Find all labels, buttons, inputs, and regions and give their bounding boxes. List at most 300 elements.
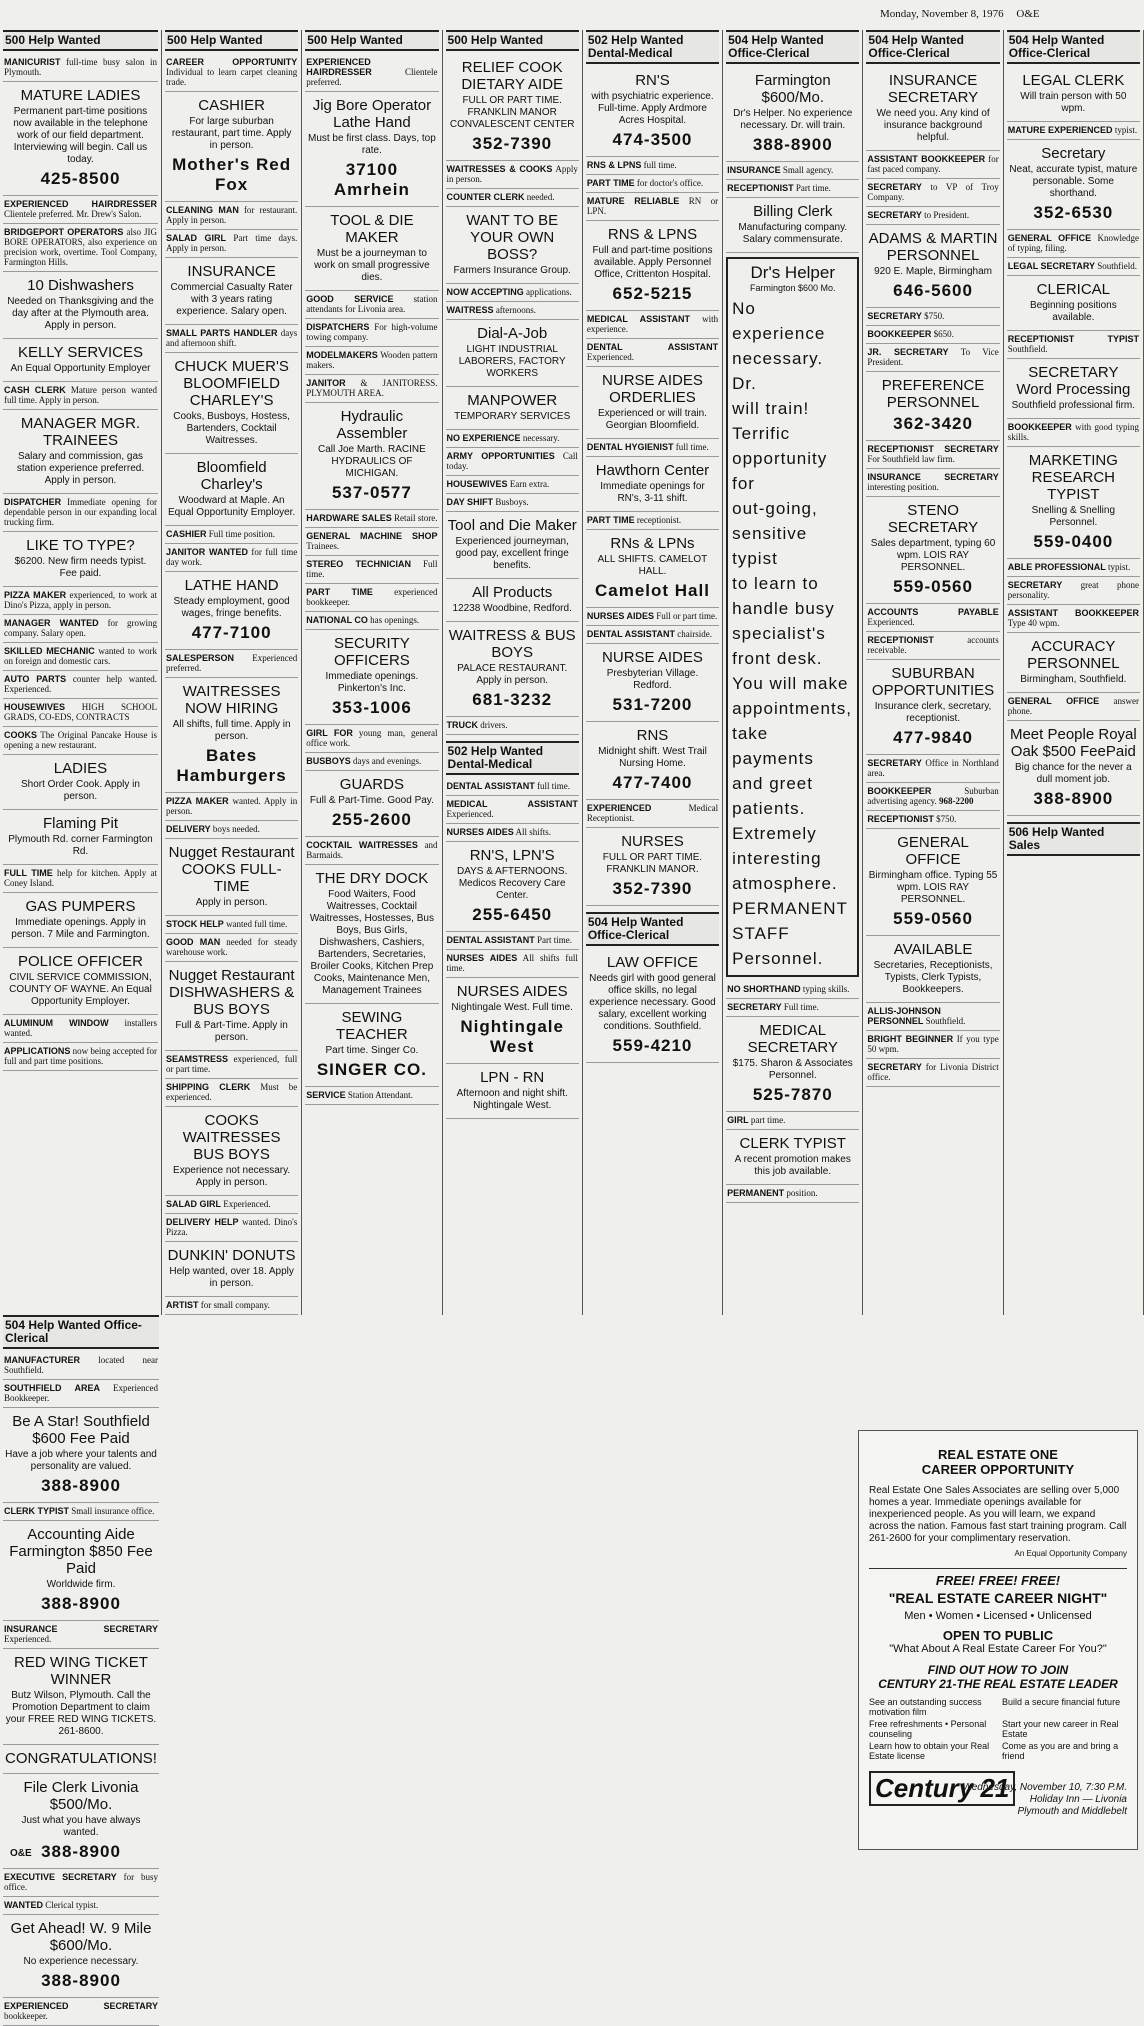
classified-ad — [3, 643, 158, 671]
feature-line: and greet — [732, 774, 813, 793]
re-audience: Men • Women • Licensed • Unlicensed — [904, 1610, 1092, 1622]
ad-body: Wooden pattern makers. — [306, 350, 438, 370]
classified-column — [0, 1315, 162, 2026]
ad-body: Southfield. — [1007, 344, 1048, 354]
ad-body: Experienced Bookkeeper. — [4, 1383, 158, 1403]
ad-tag: MEDICAL ASSISTANT — [446, 799, 578, 809]
classified-ad — [3, 196, 158, 224]
ad-headline: LAW OFFICE — [606, 954, 699, 971]
ad-body: & JANITORESS. PLYMOUTH AREA. — [306, 378, 438, 398]
ad-body: interesting position. — [867, 482, 939, 492]
classified-ad — [305, 725, 438, 753]
ad-tag: CAREER OPPORTUNITY — [165, 57, 298, 67]
ad-body: for busy office. — [4, 1872, 158, 1892]
ad-body: Part time. Singer Co. — [325, 1045, 419, 1056]
display-ad — [1007, 721, 1140, 816]
ad-body: Midnight shift. West Trail Nursing Home. — [598, 746, 707, 769]
ad-tag: NURSES AIDES — [586, 611, 655, 621]
ad-headline: MEDICAL SECRETARY — [747, 1022, 838, 1056]
classified-ad — [446, 161, 579, 189]
ad-body: days and afternoon shift. — [165, 328, 298, 348]
ad-body: Station Attendant. — [347, 1090, 413, 1100]
ad-tag: GIRL — [727, 1115, 749, 1125]
ad-body: installers wanted. — [4, 1018, 157, 1038]
classified-ad — [586, 193, 719, 221]
feature-line: opportunity for — [732, 449, 828, 493]
ad-phone: 559-0560 — [893, 909, 973, 928]
ad-tag: GENERAL OFFICE — [1007, 696, 1100, 706]
ad-headline: COOKS WAITRESSES BUS BOYS — [182, 1112, 281, 1163]
display-ad — [165, 572, 298, 650]
ad-headline: GENERAL OFFICE — [897, 834, 969, 868]
classified-ad — [586, 439, 719, 457]
ad-headline: LEGAL CLERK — [1022, 72, 1125, 89]
display-ad — [3, 810, 158, 865]
ad-tag: ABLE PROFESSIONAL — [1007, 562, 1106, 572]
ad-tag: GENERAL MACHINE SHOP — [306, 531, 438, 541]
ad-tag: MATURE RELIABLE — [586, 196, 680, 206]
classified-ad — [586, 512, 719, 530]
ad-headline: NURSES AIDES — [456, 983, 568, 1000]
ad-tag: RECEPTIONIST SECRETARY — [867, 444, 999, 454]
display-ad — [305, 92, 438, 207]
ad-body: station attendants for Livonia area. — [306, 294, 438, 314]
ad-body: Will train person with 50 wpm. — [1020, 91, 1127, 114]
classified-ad — [866, 151, 999, 179]
folio-page: O&E — [1016, 8, 1040, 20]
display-ad — [3, 339, 158, 382]
feature-line: out-going, — [732, 499, 818, 518]
ad-phone: 646-5600 — [893, 281, 973, 300]
ad-headline: RN'S — [635, 72, 670, 89]
re-address: Plymouth and Middlebelt — [1017, 1806, 1127, 1817]
classified-ad — [305, 753, 438, 771]
classified-ad — [305, 837, 438, 865]
classified-ad — [446, 950, 579, 978]
classified-column — [162, 30, 302, 1315]
feature-line: specialist's — [732, 624, 826, 643]
ad-phone: SINGER CO. — [316, 1060, 427, 1079]
ad-body: also JIG BORE OPERATORS, also experience on precision work, overtime. Tool Company, Farmington Hills. — [4, 227, 157, 267]
classified-ad — [3, 865, 158, 893]
ad-phone: 537-0577 — [331, 483, 412, 502]
ad-body: to VP of Troy Company. — [867, 182, 999, 202]
ad-phone: Mother's Red Fox — [172, 155, 292, 194]
ad-phone: Nightingale West — [460, 1017, 564, 1056]
ad-phone: 255-6450 — [472, 905, 553, 924]
ad-tag: ALLIS-JOHNSON PERSONNEL — [867, 1006, 941, 1026]
classified-ad — [3, 1380, 159, 1408]
ad-headline: NURSE AIDES — [602, 649, 703, 666]
re-career-night: "REAL ESTATE CAREER NIGHT" — [888, 1590, 1108, 1606]
ad-tag: APPLICATIONS — [4, 1046, 71, 1056]
ad-body: The Original Pancake House is opening a new restaurant. — [4, 730, 157, 750]
ad-body: $650. — [933, 329, 954, 339]
display-ad — [586, 722, 719, 800]
ad-body: now being accepted for full and part time positions. — [4, 1046, 157, 1066]
display-ad — [3, 893, 158, 948]
ad-body: Manufacturing company. Salary commensurate. — [738, 222, 848, 245]
ad-headline: Meet People Royal Oak $500 FeePaid — [1009, 726, 1137, 760]
ad-tag: INSURANCE SECRETARY — [867, 472, 999, 482]
ad-body: Small agency. — [782, 165, 834, 175]
ad-body: Retail store. — [394, 513, 438, 523]
ad-headline: MARKETING RESEARCH TYPIST — [1028, 452, 1118, 503]
display-ad — [586, 828, 719, 906]
classified-ad — [1007, 230, 1140, 258]
ad-headline: Nugget Restaurant COOKS FULL-TIME — [168, 844, 295, 895]
century21-logo: Century 21 — [869, 1771, 1127, 1806]
ad-tag: DAY SHIFT — [446, 497, 494, 507]
display-ad — [866, 225, 999, 308]
classified-ad — [446, 778, 579, 796]
ad-headline: SUBURBAN OPPORTUNITIES — [871, 665, 995, 699]
classified-ad — [305, 347, 438, 375]
ad-headline: SECRETARY Word Processing — [1016, 364, 1131, 398]
ad-headline: Flaming Pit — [42, 815, 118, 832]
ad-body: answer phone. — [1007, 696, 1139, 716]
ad-headline: MATURE LADIES — [20, 87, 141, 104]
ad-body: Call Joe Marth. RACINE HYDRAULICS OF MICHIGAN. — [317, 444, 426, 479]
ad-body: for Livonia District office. — [867, 1062, 999, 1082]
classified-ad — [165, 202, 298, 230]
ad-phone: 968-2200 — [939, 796, 974, 806]
ad-body: $175. Sharon & Associates Personnel. — [732, 1058, 853, 1081]
ad-body: Steady employment, good wages, fringe benefits. — [173, 596, 290, 619]
ad-body: experienced bookkeeper. — [306, 587, 438, 607]
feature-line: necessary. Dr. — [732, 349, 824, 393]
ad-body: ALL SHIFTS. CAMELOT HALL. — [597, 554, 708, 577]
ad-headline: SEWING TEACHER — [336, 1009, 408, 1043]
re-open-public: OPEN TO PUBLIC — [942, 1628, 1054, 1643]
classified-ad — [446, 284, 579, 302]
ad-tag: DENTAL HYGIENIST — [586, 442, 674, 452]
ad-body: Have a job where your talents and personality are valued. — [5, 1449, 157, 1472]
classified-ad — [726, 999, 859, 1017]
classified-ad — [446, 302, 579, 320]
ad-body: Call today. — [446, 451, 578, 471]
feature-line: sensitive typist — [732, 524, 808, 568]
feature-line: appointments, — [732, 699, 852, 718]
display-ad — [446, 207, 579, 284]
ad-tag: ARTIST — [165, 1300, 199, 1310]
ad-tag: SECRETARY — [727, 1002, 782, 1012]
ad-body: Help wanted, over 18. Apply in person. — [169, 1266, 294, 1289]
ad-body: RN or LPN. — [586, 196, 719, 216]
display-ad — [586, 457, 719, 512]
classified-ad — [3, 671, 158, 699]
classified-ad — [1007, 258, 1140, 276]
ad-phone: 388-8900 — [41, 1842, 121, 1861]
ad-phone: 477-7400 — [612, 773, 693, 792]
display-ad — [1007, 276, 1140, 331]
classified-ad — [1007, 559, 1140, 577]
classified-ad — [3, 1621, 159, 1649]
ad-tag: GENERAL OFFICE — [1007, 233, 1092, 243]
ad-headline: NURSE AIDES ORDERLIES — [602, 372, 703, 406]
ad-body: We need you. Any kind of insurance background helpful. — [876, 108, 990, 143]
ad-tag: ALUMINUM WINDOW — [4, 1018, 109, 1028]
ad-body: An Equal Opportunity Employer — [10, 363, 151, 374]
ad-body: For Southfield law firm. — [867, 454, 955, 464]
ad-body: counter help wanted. Experienced. — [4, 674, 157, 694]
ad-body: $750. — [924, 311, 945, 321]
ad-body: Clientele preferred. — [306, 67, 438, 87]
classified-ad — [165, 1214, 298, 1242]
classified-ad — [446, 796, 579, 824]
ad-tag: RNS & LPNS — [586, 160, 642, 170]
ad-headline: WANT TO BE YOUR OWN BOSS? — [466, 212, 559, 263]
classified-ad — [305, 1087, 438, 1105]
ad-headline: DUNKIN' DONUTS — [167, 1247, 296, 1264]
classified-ad — [1007, 577, 1140, 605]
ad-headline: RNs & LPNs — [610, 535, 695, 552]
ad-tag: HOUSEWIVES — [446, 479, 508, 489]
ad-tag: SHIPPING CLERK — [165, 1082, 251, 1092]
ad-body: experienced, full or part time. — [165, 1054, 298, 1074]
ad-body: Experienced or will train. Georgian Bloomfield. — [598, 408, 707, 431]
ad-body: needed for steady warehouse work. — [165, 937, 298, 957]
ad-body: DAYS & AFTERNOONS. Medicos Recovery Care Center. — [456, 866, 568, 901]
ad-body: $6200. New firm needs typist. Fee paid. — [14, 556, 147, 579]
ad-tag: FULL TIME — [4, 868, 53, 878]
classified-ad — [866, 1003, 999, 1031]
classified-ad — [446, 476, 579, 494]
display-ad — [305, 403, 438, 510]
ad-body: Presbyterian Village. Redford. — [606, 668, 699, 691]
ad-body: Medical Receptionist. — [586, 803, 719, 823]
classified-ad — [586, 175, 719, 193]
ad-body: Full & Part-Time. Apply in person. — [175, 1020, 288, 1043]
ad-body: Trainees. — [306, 541, 340, 551]
ad-body: Farmers Insurance Group. — [453, 265, 571, 276]
ad-body: Nightingale West. Full time. — [451, 1002, 573, 1013]
ad-body: For large suburban restaurant, part time. Apply in person. — [171, 116, 292, 151]
ad-body: needed. — [526, 192, 555, 202]
ad-phone: 425-8500 — [40, 169, 121, 188]
classified-column — [0, 30, 162, 1315]
ad-tag: DENTAL ASSISTANT — [586, 342, 719, 352]
ad-body: FULL OR PART TIME. FRANKLIN MANOR. — [602, 852, 703, 875]
ad-tag: BOOKKEEPER — [867, 786, 932, 796]
ad-tag: SALAD GIRL — [165, 233, 227, 243]
display-ad — [3, 1649, 159, 1745]
ad-body: FULL OR PART TIME. FRANKLIN MANOR CONVALESCENT CENTER — [449, 95, 575, 130]
ad-body: for fast paced company. — [867, 154, 999, 174]
classified-ad — [446, 717, 579, 735]
ad-headline: MANAGER MGR. TRAINEES — [20, 415, 141, 449]
classified-ad — [726, 981, 859, 999]
ad-headline: RNS & LPNS — [607, 226, 698, 243]
ad-body: Beginning positions available. — [1029, 300, 1117, 323]
ad-body: wanted. Apply in person. — [165, 796, 298, 816]
ad-headline: CLERICAL — [1036, 281, 1111, 298]
ad-headline: CASHIER — [198, 97, 265, 114]
ad-body: receptionist. — [636, 515, 682, 525]
ad-tag: PIZZA MAKER — [4, 590, 67, 600]
display-ad — [446, 842, 579, 932]
display-ad — [446, 320, 579, 387]
ad-body: typist. — [1107, 562, 1131, 572]
ad-tag: ACCOUNTS PAYABLE — [867, 607, 999, 617]
ad-phone: 352-7390 — [472, 134, 553, 153]
ad-body: Permanent part-time positions now available in the telephone work of our field department. Interviewing will begin. Call us today. — [13, 106, 148, 165]
ad-body: Knowledge of typing, filing. — [1007, 233, 1139, 253]
feature-line: STAFF — [732, 924, 790, 943]
ad-body: Just what you have always wanted. — [21, 1815, 141, 1838]
classified-column — [1004, 30, 1144, 1315]
ad-body: Small insurance office. — [71, 1506, 155, 1516]
ad-body: Individual to learn carpet cleaning trade. — [165, 67, 298, 87]
ad-tag: WAITRESS — [446, 305, 494, 315]
ad-body: Experienced. — [586, 352, 635, 362]
classified-ad — [3, 1897, 159, 1915]
ad-body: part time. — [750, 1115, 786, 1125]
footer-mark: O&E — [10, 1848, 32, 1859]
ad-tag: EXPERIENCED SECRETARY — [4, 2001, 158, 2011]
classified-ad — [165, 1079, 298, 1107]
classified-ad — [3, 224, 158, 272]
display-ad — [165, 353, 298, 454]
feature-ad-drs-helper — [726, 257, 859, 977]
ad-headline: GAS PUMPERS — [25, 898, 136, 915]
ad-tag: RECEPTIONIST — [867, 635, 934, 645]
ad-body: Immediate openings. Apply in person. 7 Mile and Farmington. — [11, 917, 150, 940]
ad-tag: SECRETARY — [867, 182, 922, 192]
ad-body: Full time position. — [208, 529, 275, 539]
classified-ad — [3, 1998, 159, 2026]
ad-body: Full time. — [306, 559, 438, 579]
ad-phone: 353-1006 — [331, 698, 412, 717]
display-ad — [3, 1745, 159, 1774]
ad-headline: Hydraulic Assembler — [336, 408, 408, 442]
ad-tag: WANTED — [4, 1900, 43, 1910]
display-ad — [446, 622, 579, 717]
display-ad — [1007, 447, 1140, 559]
display-ad — [3, 82, 158, 196]
ad-body: wanted. Dino's Pizza. — [165, 1217, 298, 1237]
ad-headline: LADIES — [53, 760, 108, 777]
ad-body: for growing company. Salary open. — [4, 618, 157, 638]
ad-body: LIGHT INDUSTRIAL LABORERS, FACTORY WORKERS — [458, 344, 566, 379]
classified-ad — [586, 311, 719, 339]
ad-body: Butz Wilson, Plymouth. Call the Promotion Department to claim your FREE RED WING TICKETS. 261-8600. — [5, 1690, 157, 1737]
ad-tag: NOW ACCEPTING — [446, 287, 524, 297]
ad-body: full time. — [536, 781, 570, 791]
ad-body: Birmingham, Southfield. — [1020, 674, 1127, 685]
ad-body: Experienced. — [446, 809, 494, 819]
ad-headline: Tool and Die Maker — [447, 517, 577, 534]
ad-tag: SECRETARY — [867, 210, 922, 220]
display-ad — [586, 949, 719, 1063]
display-ad — [3, 948, 158, 1015]
re-free-banner: FREE! FREE! FREE! — [869, 1568, 1127, 1588]
ad-phone: Camelot Hall — [594, 581, 710, 600]
ad-body: typist. — [1114, 125, 1138, 135]
display-ad — [165, 962, 298, 1051]
ad-body: Insurance clerk, secretary, receptionist. — [874, 701, 992, 724]
classified-ad — [726, 1185, 859, 1203]
ad-headline: KELLY SERVICES — [17, 344, 144, 361]
ad-body: Full & Part-Time. Good Pay. — [309, 795, 434, 806]
ad-tag: NO EXPERIENCE — [446, 433, 521, 443]
ad-tag: SECRETARY — [867, 1062, 922, 1072]
classified-ad — [446, 494, 579, 512]
classified-ad — [866, 469, 999, 497]
section-heading: 500 Help Wanted — [3, 30, 158, 51]
ad-body: Apply in person. — [446, 164, 578, 184]
ad-headline: TOOL & DIE MAKER — [330, 212, 414, 246]
ad-phone: 531-7200 — [612, 695, 693, 714]
ad-body: Must be experienced. — [165, 1082, 298, 1102]
ad-body: bookkeeper. — [4, 2011, 48, 2021]
ad-phone: 388-8900 — [752, 135, 833, 154]
ad-headline: RELIEF COOK DIETARY AIDE — [461, 59, 564, 93]
classified-ad — [305, 319, 438, 347]
ad-phone: 388-8900 — [41, 1594, 121, 1613]
ad-headline: 10 Dishwashers — [27, 277, 134, 294]
classified-ad — [866, 326, 999, 344]
classified-ad — [726, 180, 859, 198]
feature-line: to learn to — [732, 574, 819, 593]
ad-body: Part time days. Apply in person. — [165, 233, 298, 253]
display-ad — [866, 660, 999, 755]
classified-ad — [586, 157, 719, 175]
classified-column — [302, 30, 442, 1315]
ad-body: young man, general office work. — [306, 728, 438, 748]
ad-headline: RED WING TICKET WINNER — [14, 1654, 148, 1688]
ad-tag: RECEPTIONIST — [727, 183, 794, 193]
ad-tag: JANITOR — [306, 378, 346, 388]
ad-body: full-time busy salon in Plymouth. — [4, 57, 157, 77]
classified-ad — [3, 727, 158, 755]
display-ad — [3, 1915, 159, 1998]
ad-tag: DELIVERY HELP — [165, 1217, 239, 1227]
display-ad — [866, 497, 999, 604]
ad-phone: 681-3232 — [472, 690, 553, 709]
section-heading: 504 Help Wanted Office-Clerical — [586, 912, 719, 946]
ad-tag: EXPERIENCED — [586, 803, 652, 813]
ad-tag: MANUFACTURER — [4, 1355, 80, 1365]
display-ad — [446, 1064, 579, 1119]
ad-headline: Be A Star! Southfield $600 Fee Paid — [12, 1413, 150, 1447]
classified-ad — [866, 441, 999, 469]
ad-body: full time. — [643, 160, 677, 170]
ad-body: 920 E. Maple, Birmingham — [874, 266, 992, 277]
display-ad — [305, 1004, 438, 1087]
ad-body: drivers. — [480, 720, 508, 730]
classified-ad — [446, 430, 579, 448]
classified-ad — [165, 821, 298, 839]
classified-column — [443, 30, 583, 1315]
re-signature: An Equal Opportunity Company — [1014, 1549, 1127, 1558]
ad-body: Full and part-time positions available. Apply Personnel Office, Crittenton Hospital. — [592, 245, 713, 280]
ad-body: Experienced. — [4, 1634, 52, 1644]
ad-tag: CASH CLERK — [4, 385, 66, 395]
ad-body: Busboys. — [495, 497, 529, 507]
display-ad — [726, 198, 859, 253]
ad-headline: CONGRATULATIONS! — [5, 1750, 157, 1767]
ad-body: great phone personality. — [1007, 580, 1139, 600]
ad-headline: WAITRESS & BUS BOYS — [448, 627, 576, 661]
display-ad — [866, 67, 999, 151]
ad-phone: 559-4210 — [612, 1036, 693, 1055]
ad-headline: AVAILABLE — [893, 941, 973, 958]
ad-tag: NURSES AIDES — [446, 827, 514, 837]
ad-headline: Dial-A-Job — [477, 325, 548, 342]
ad-headline: INSURANCE SECRETARY — [887, 72, 979, 106]
ad-body: If you type 50 wpm. — [867, 1034, 999, 1054]
